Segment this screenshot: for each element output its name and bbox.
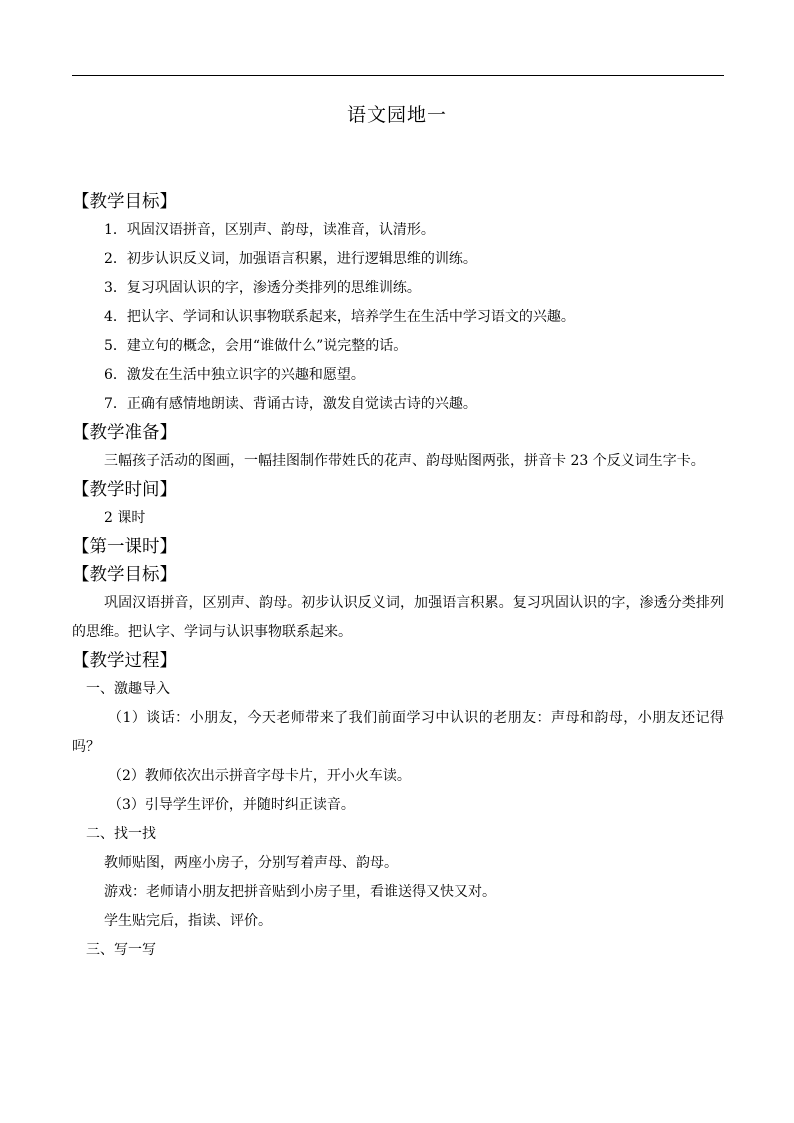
- section-heading-goals: 【教学目标】: [72, 192, 177, 212]
- section-heading-time: 【教学时间】: [72, 480, 177, 500]
- goal-item: 7．正确有感情地朗读、背诵古诗，激发自觉读古诗的兴趣。: [104, 396, 477, 412]
- goal-item: 5．建立句的概念，会用“谁做什么”说完整的话。: [104, 338, 408, 354]
- step-item: （2）教师依次出示拼音字母卡片，开小火车读。: [108, 768, 411, 784]
- document-body: [72, 188, 724, 965]
- document-title: 语文园地一: [346, 104, 447, 126]
- step-title: 一、激趣导入: [86, 681, 170, 697]
- goal-item: 1．巩固汉语拼音，区别声、韵母，读准音，认清形。: [104, 222, 435, 238]
- lesson1-goals-paragraph: 巩固汉语拼音，区别声、韵母。初步认识反义词，加强语言积累。复习巩固认识的字，渗透分类排列的思维。把认字、学词与认识事物联系起来。: [72, 595, 724, 640]
- step-title: 二、找一找: [86, 826, 156, 842]
- section-heading-prep: 【教学准备】: [72, 423, 177, 443]
- goal-item: 2．初步认识反义词，加强语言积累，进行逻辑思维的训练。: [104, 251, 477, 267]
- section-heading-process: 【教学过程】: [72, 651, 177, 671]
- section-heading-lesson1-goals: 【教学目标】: [72, 565, 177, 585]
- step-item: （3）引导学生评价，并随时纠正读音。: [108, 797, 355, 813]
- header-rule: [72, 75, 724, 76]
- step-item: 游戏：老师请小朋友把拼音贴到小房子里，看谁送得又快又对。: [104, 884, 496, 900]
- step-item: 学生贴完后，指读、评价。: [104, 913, 272, 929]
- goal-item: 4．把认字、学词和认识事物联系起来，培养学生在生活中学习语文的兴趣。: [104, 309, 575, 325]
- step-title: 三、写一写: [86, 942, 156, 958]
- prep-paragraph: 三幅孩子活动的图画，一幅挂图制作带姓氏的花声、韵母贴图两张，拼音卡 23 个反义词生字卡。: [104, 453, 705, 469]
- time-text: 2 课时: [104, 510, 146, 526]
- section-heading-lesson1: 【第一课时】: [72, 537, 177, 557]
- step-item: （1）谈话：小朋友，今天老师带来了我们前面学习中认识的老朋友：声母和韵母，小朋友还记得吗？: [72, 710, 724, 755]
- step-item: 教师贴图，两座小房子，分别写着声母、韵母。: [104, 855, 398, 871]
- goal-item: 3．复习巩固认识的字，渗透分类排列的思维训练。: [104, 280, 421, 296]
- goal-item: 6．激发在生活中独立识字的兴趣和愿望。: [104, 367, 365, 383]
